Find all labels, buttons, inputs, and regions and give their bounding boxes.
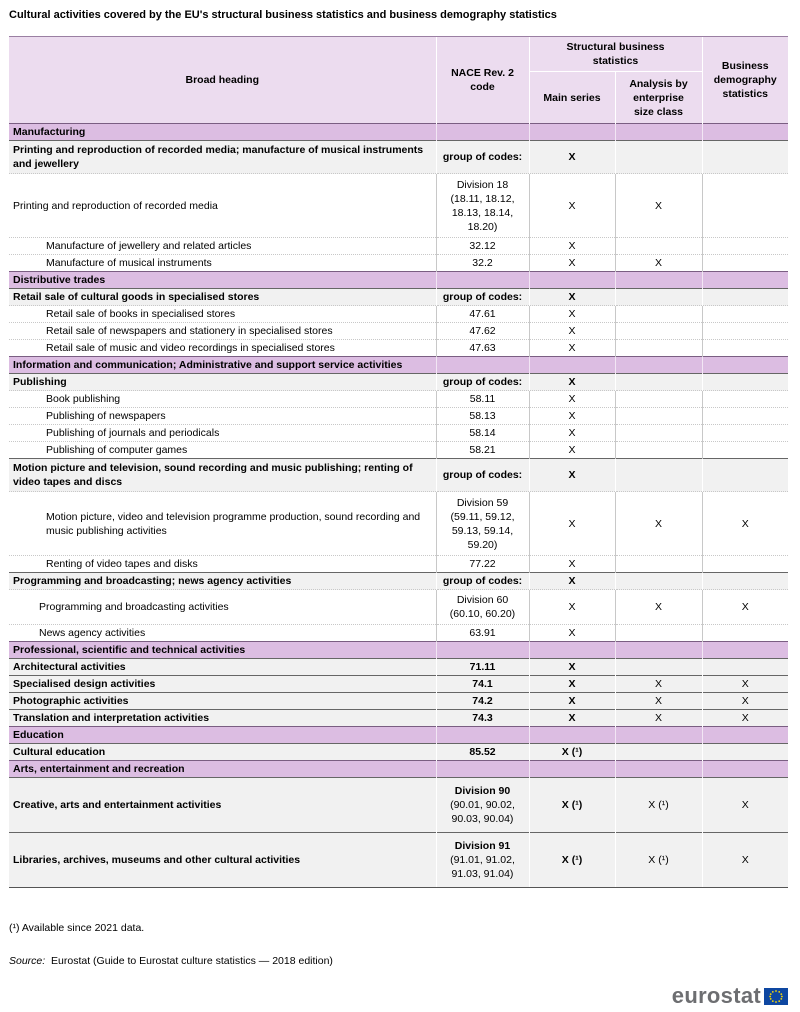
nace-code: 85.52 <box>436 744 529 761</box>
main-series-mark: X <box>529 306 615 323</box>
demography-mark <box>702 374 788 391</box>
main-series-mark: X <box>529 408 615 425</box>
header-business-demography: Business demography statistics <box>702 37 788 124</box>
size-class-mark <box>615 306 702 323</box>
table-row <box>9 590 788 625</box>
demography-mark <box>702 459 788 492</box>
section-cell <box>436 357 529 374</box>
group-row <box>9 778 788 833</box>
demography-mark <box>702 425 788 442</box>
size-class-mark: X (¹) <box>615 778 702 833</box>
section-cell <box>615 272 702 289</box>
section-label: Manufacturing <box>9 124 436 141</box>
table-row <box>9 625 788 642</box>
main-series-mark: X <box>529 492 615 556</box>
nace-code: 47.61 <box>436 306 529 323</box>
size-class-mark: X <box>615 255 702 272</box>
demography-mark <box>702 340 788 357</box>
activity-label: Retail sale of cultural goods in specialised stores <box>9 289 436 306</box>
header-main-series: Main series <box>529 72 615 124</box>
activity-label: Manufacture of jewellery and related articles <box>9 238 436 255</box>
section-cell <box>702 124 788 141</box>
nace-code: 74.3 <box>436 710 529 727</box>
main-series-mark: X <box>529 174 615 238</box>
source-label: Source: <box>9 955 46 967</box>
section-row <box>9 761 788 778</box>
demography-mark <box>702 408 788 425</box>
section-cell <box>702 642 788 659</box>
size-class-mark: X <box>615 590 702 625</box>
activity-label: Architectural activities <box>9 659 436 676</box>
activity-label: Programming and broadcasting; news agency activities <box>9 573 436 590</box>
footnote: (¹) Available since 2021 data. <box>9 922 145 934</box>
size-class-mark <box>615 573 702 590</box>
demography-mark <box>702 323 788 340</box>
activity-label: Publishing of newspapers <box>9 408 436 425</box>
demography-mark: X <box>702 492 788 556</box>
nace-code: 77.22 <box>436 556 529 573</box>
section-row <box>9 727 788 744</box>
section-cell <box>615 124 702 141</box>
main-series-mark: X <box>529 289 615 306</box>
size-class-mark <box>615 340 702 357</box>
group-row <box>9 710 788 727</box>
size-class-mark: X <box>615 710 702 727</box>
section-label: Information and communication; Administrative and support service activities <box>9 357 436 374</box>
eu-flag-icon <box>764 988 788 1005</box>
header-size-class: Analysis by enterprise size class <box>615 72 702 124</box>
activity-label: Printing and reproduction of recorded media <box>9 174 436 238</box>
section-label: Professional, scientific and technical activities <box>9 642 436 659</box>
nace-subcodes: (90.01, 90.02, 90.03, 90.04) <box>450 799 515 825</box>
source-text: Eurostat (Guide to Eurostat culture statistics — 2018 edition) <box>51 955 333 967</box>
main-series-mark: X <box>529 391 615 408</box>
section-row <box>9 272 788 289</box>
demography-mark: X <box>702 778 788 833</box>
nace-code: 74.1 <box>436 676 529 693</box>
main-series-mark: X <box>529 255 615 272</box>
nace-code: 47.63 <box>436 340 529 357</box>
main-series-mark: X <box>529 323 615 340</box>
activity-label: Motion picture, video and television programme production, sound recording and music publishing activities <box>9 492 436 556</box>
demography-mark <box>702 255 788 272</box>
table-row <box>9 556 788 573</box>
size-class-mark <box>615 425 702 442</box>
nace-code: group of codes: <box>436 573 529 590</box>
activity-label: Specialised design activities <box>9 676 436 693</box>
nace-code: Division 59 (59.11, 59.12, 59.13, 59.14, 59.20) <box>436 492 529 556</box>
activity-label: Book publishing <box>9 391 436 408</box>
demography-mark <box>702 573 788 590</box>
section-cell <box>436 272 529 289</box>
activity-label: Photographic activities <box>9 693 436 710</box>
activity-label: Publishing of computer games <box>9 442 436 459</box>
section-cell <box>702 357 788 374</box>
nace-code: group of codes: <box>436 374 529 391</box>
group-row <box>9 289 788 306</box>
group-row <box>9 141 788 174</box>
size-class-mark <box>615 625 702 642</box>
activity-label: Publishing <box>9 374 436 391</box>
section-label: Education <box>9 727 436 744</box>
size-class-mark <box>615 238 702 255</box>
group-row <box>9 374 788 391</box>
table-row <box>9 408 788 425</box>
activity-label: Renting of video tapes and disks <box>9 556 436 573</box>
size-class-mark: X (¹) <box>615 833 702 888</box>
section-cell <box>436 124 529 141</box>
section-cell <box>529 272 615 289</box>
main-series-mark: X <box>529 625 615 642</box>
nace-code: Division 18 (18.11, 18.12, 18.13, 18.14, 18.20) <box>436 174 529 238</box>
size-class-mark <box>615 289 702 306</box>
demography-mark: X <box>702 710 788 727</box>
main-series-mark: X <box>529 238 615 255</box>
demography-mark: X <box>702 693 788 710</box>
activity-label: Cultural education <box>9 744 436 761</box>
section-row <box>9 124 788 141</box>
main-series-mark: X <box>529 590 615 625</box>
demography-mark <box>702 659 788 676</box>
activity-label: Motion picture and television, sound recording and music publishing; renting of video tapes and discs <box>9 459 436 492</box>
nace-code: 58.21 <box>436 442 529 459</box>
group-row <box>9 659 788 676</box>
table-row <box>9 238 788 255</box>
group-row <box>9 744 788 761</box>
demography-mark <box>702 289 788 306</box>
section-cell <box>436 727 529 744</box>
main-series-mark: X <box>529 141 615 174</box>
section-cell <box>615 761 702 778</box>
culture-activities-table <box>9 36 788 888</box>
demography-mark <box>702 174 788 238</box>
section-cell <box>529 124 615 141</box>
demography-mark <box>702 556 788 573</box>
activity-label: Retail sale of music and video recordings in specialised stores <box>9 340 436 357</box>
nace-code: 47.62 <box>436 323 529 340</box>
page-title: Cultural activities covered by the EU's structural business statistics and business demography statistics <box>9 9 557 21</box>
main-series-mark: X <box>529 710 615 727</box>
main-series-mark: X <box>529 374 615 391</box>
table-row <box>9 340 788 357</box>
demography-mark <box>702 442 788 459</box>
size-class-mark: X <box>615 492 702 556</box>
activity-label: Manufacture of musical instruments <box>9 255 436 272</box>
size-class-mark <box>615 391 702 408</box>
main-series-mark: X <box>529 573 615 590</box>
activity-label: Publishing of journals and periodicals <box>9 425 436 442</box>
logo-text: eurostat <box>671 983 761 1008</box>
demography-mark <box>702 391 788 408</box>
size-class-mark <box>615 141 702 174</box>
section-cell <box>529 357 615 374</box>
section-cell <box>529 761 615 778</box>
size-class-mark <box>615 323 702 340</box>
table-row <box>9 391 788 408</box>
nace-code: group of codes: <box>436 459 529 492</box>
group-row <box>9 459 788 492</box>
size-class-mark: X <box>615 174 702 238</box>
nace-code-cell <box>436 833 529 888</box>
nace-code: Division 60 (60.10, 60.20) <box>436 590 529 625</box>
nace-code: 58.14 <box>436 425 529 442</box>
demography-mark: X <box>702 833 788 888</box>
activity-label: Retail sale of newspapers and stationery in specialised stores <box>9 323 436 340</box>
section-cell <box>615 642 702 659</box>
size-class-mark <box>615 556 702 573</box>
table-row <box>9 255 788 272</box>
size-class-mark <box>615 744 702 761</box>
nace-code: group of codes: <box>436 289 529 306</box>
demography-mark <box>702 238 788 255</box>
main-series-mark: X <box>529 442 615 459</box>
main-series-mark: X <box>529 340 615 357</box>
main-series-mark: X <box>529 425 615 442</box>
group-row <box>9 676 788 693</box>
group-row <box>9 573 788 590</box>
section-cell <box>436 642 529 659</box>
header-broad-heading: Broad heading <box>9 37 436 124</box>
main-series-mark: X <box>529 459 615 492</box>
nace-code: 71.11 <box>436 659 529 676</box>
table-row <box>9 174 788 238</box>
section-cell <box>702 727 788 744</box>
section-cell <box>615 357 702 374</box>
demography-mark <box>702 625 788 642</box>
section-cell <box>436 761 529 778</box>
main-series-mark: X (¹) <box>529 778 615 833</box>
header-nace-code: NACE Rev. 2 code <box>436 37 529 124</box>
table-row <box>9 492 788 556</box>
activity-label: Translation and interpretation activities <box>9 710 436 727</box>
nace-code: 58.13 <box>436 408 529 425</box>
main-series-mark: X <box>529 693 615 710</box>
section-cell <box>529 727 615 744</box>
nace-code: 63.91 <box>436 625 529 642</box>
header-structural-business-statistics: Structural business statistics <box>529 37 702 72</box>
activity-label: Retail sale of books in specialised stores <box>9 306 436 323</box>
demography-mark: X <box>702 676 788 693</box>
demography-mark <box>702 306 788 323</box>
section-label: Distributive trades <box>9 272 436 289</box>
main-series-mark: X <box>529 556 615 573</box>
table-row <box>9 442 788 459</box>
nace-division: Division 90 <box>454 785 511 797</box>
size-class-mark: X <box>615 693 702 710</box>
source-line <box>9 955 333 967</box>
section-cell <box>615 727 702 744</box>
demography-mark <box>702 744 788 761</box>
activity-label: Creative, arts and entertainment activities <box>9 778 436 833</box>
main-series-mark: X (¹) <box>529 833 615 888</box>
table-body <box>9 124 788 888</box>
main-series-mark: X <box>529 659 615 676</box>
section-label: Arts, entertainment and recreation <box>9 761 436 778</box>
main-series-mark: X (¹) <box>529 744 615 761</box>
size-class-mark <box>615 459 702 492</box>
size-class-mark <box>615 442 702 459</box>
size-class-mark <box>615 408 702 425</box>
nace-code: 32.2 <box>436 255 529 272</box>
activity-label: News agency activities <box>9 625 436 642</box>
table-row <box>9 306 788 323</box>
size-class-mark: X <box>615 676 702 693</box>
table-row <box>9 425 788 442</box>
activity-label: Programming and broadcasting activities <box>9 590 436 625</box>
group-row <box>9 833 788 888</box>
section-cell <box>529 642 615 659</box>
nace-subcodes: (91.01, 91.02, 91.03, 91.04) <box>450 854 515 880</box>
eurostat-logo <box>672 983 788 1009</box>
section-cell <box>702 761 788 778</box>
activity-label: Printing and reproduction of recorded media; manufacture of musical instruments and jewellery <box>9 141 436 174</box>
size-class-mark <box>615 374 702 391</box>
group-row <box>9 693 788 710</box>
nace-code: 32.12 <box>436 238 529 255</box>
section-cell <box>702 272 788 289</box>
section-row <box>9 642 788 659</box>
nace-code: 74.2 <box>436 693 529 710</box>
nace-division: Division 91 <box>454 840 511 852</box>
section-row <box>9 357 788 374</box>
nace-code: 58.11 <box>436 391 529 408</box>
main-series-mark: X <box>529 676 615 693</box>
activity-label: Libraries, archives, museums and other cultural activities <box>9 833 436 888</box>
table-row <box>9 323 788 340</box>
demography-mark <box>702 141 788 174</box>
demography-mark: X <box>702 590 788 625</box>
size-class-mark <box>615 659 702 676</box>
nace-code-cell <box>436 778 529 833</box>
nace-code: group of codes: <box>436 141 529 174</box>
